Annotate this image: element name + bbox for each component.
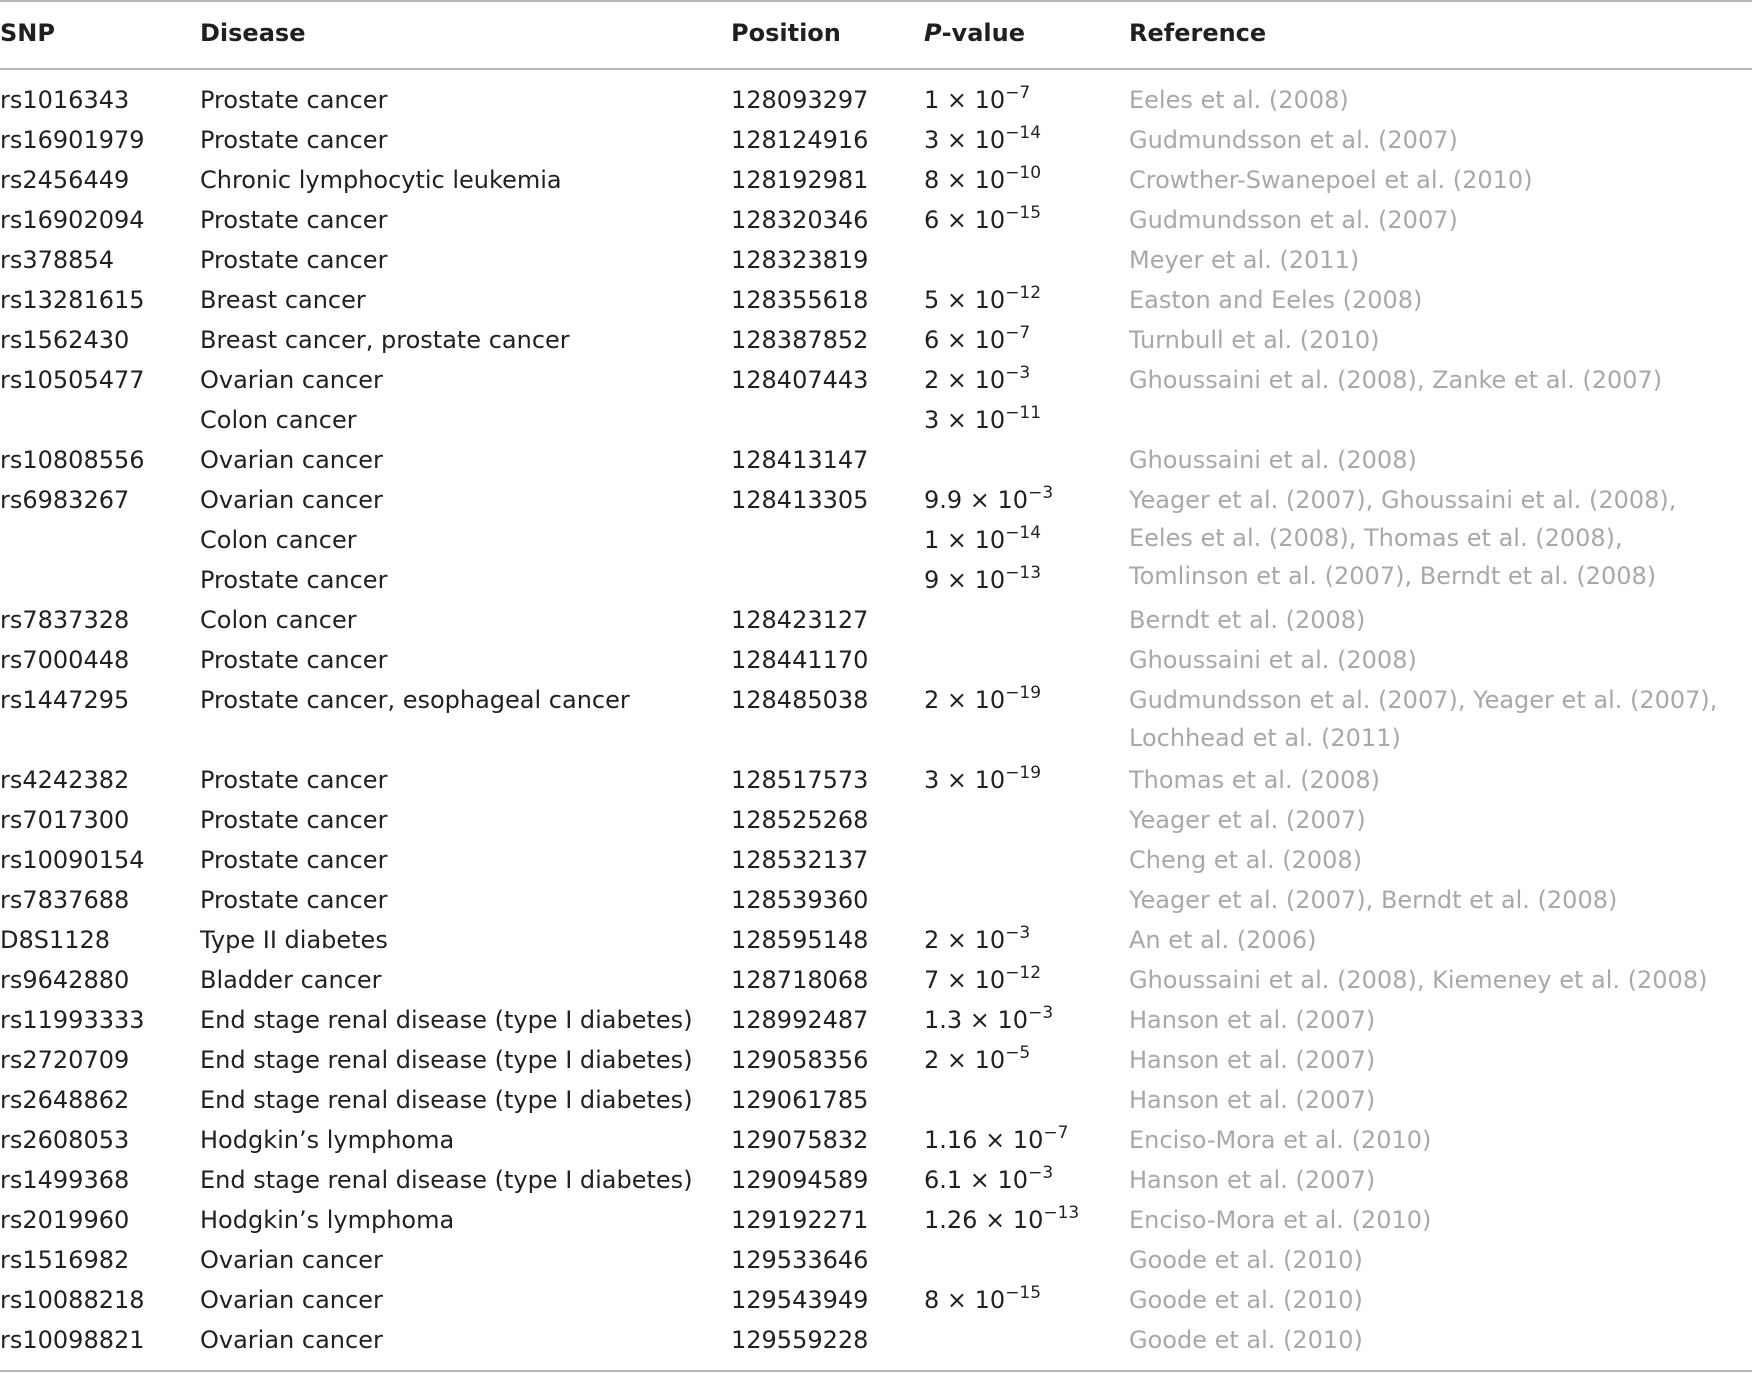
disease-cell: Type II diabetes [200,926,388,954]
position-cell: 129543949 [731,1286,869,1314]
pvalue-exponent: −5 [1005,1043,1031,1063]
table-row [0,1240,1752,1280]
pvalue-exponent: −13 [1043,1203,1080,1223]
disease-cell: Colon cancer [200,526,357,554]
reference-cell: Hanson et al. (2007) [1129,1166,1376,1194]
pvalue-mantissa: 5 × 10 [924,286,1006,314]
table-row [0,1280,1752,1320]
snp-cell: rs2019960 [0,1206,130,1234]
pvalue-exponent: −12 [1005,963,1042,983]
pvalue-exponent: −3 [1028,1163,1054,1183]
disease-cell: Ovarian cancer [200,366,383,394]
snp-cell: rs2608053 [0,1126,130,1154]
table-row [0,1320,1752,1360]
disease-cell: Ovarian cancer [200,1326,383,1354]
snp-cell: rs9642880 [0,966,130,994]
pvalue-exponent: −7 [1005,323,1031,343]
position-cell: 128532137 [731,846,869,874]
position-cell: 128355618 [731,286,869,314]
reference-cell: Eeles et al. (2008) [1129,86,1349,114]
reference-cell: Ghoussaini et al. (2008) [1129,646,1417,674]
table-row [0,560,1752,600]
table-top-rule [0,0,1752,2]
reference-cell: Gudmundsson et al. (2007), Yeager et al. (2007), Lochhead et al. (2011) [1129,686,1718,752]
table-row [0,240,1752,280]
snp-cell: rs6983267 [0,486,130,514]
disease-cell: Prostate cancer [200,246,388,274]
snp-cell: rs10808556 [0,446,145,474]
reference-cell: Easton and Eeles (2008) [1129,286,1423,314]
snp-cell: rs2720709 [0,1046,130,1074]
disease-cell: End stage renal disease (type I diabetes) [200,1086,693,1114]
reference-cell: Ghoussaini et al. (2008), Kiemeney et al. (2008) [1129,966,1708,994]
snp-cell: rs2648862 [0,1086,130,1114]
header-pvalue-italic: P [924,19,942,47]
pvalue-cell [924,1160,1053,1200]
snp-cell: rs7837328 [0,606,130,634]
table-row [0,1080,1752,1120]
pvalue-mantissa: 9.9 × 10 [924,486,1029,514]
table-row [0,720,1752,760]
pvalue-mantissa: 1 × 10 [924,526,1006,554]
table-row [0,1120,1752,1160]
pvalue-exponent: −12 [1005,283,1042,303]
table-row [0,1160,1752,1200]
position-cell: 128413305 [731,486,869,514]
pvalue-mantissa: 2 × 10 [924,366,1006,394]
position-cell: 129058356 [731,1046,869,1074]
pvalue-cell [924,680,1041,720]
pvalue-cell [924,1200,1079,1240]
table-row [0,280,1752,320]
reference-cell: Goode et al. (2010) [1129,1326,1363,1354]
disease-cell: Prostate cancer [200,846,388,874]
snp-cell: rs13281615 [0,286,145,314]
reference-cell: Cheng et al. (2008) [1129,846,1363,874]
table-row [0,400,1752,440]
table-row [0,1200,1752,1240]
table-row [0,360,1752,400]
snp-cell: rs16901979 [0,126,145,154]
header-rule [0,68,1752,70]
table-row [0,1040,1752,1080]
reference-cell: Turnbull et al. (2010) [1129,326,1380,354]
snp-cell: rs2456449 [0,166,130,194]
disease-cell: End stage renal disease (type I diabetes) [200,1166,693,1194]
disease-cell: Colon cancer [200,606,357,634]
snp-cell: rs1499368 [0,1166,130,1194]
snp-cell: D8S1128 [0,926,111,954]
snp-cell: rs10505477 [0,366,145,394]
position-cell: 128539360 [731,886,869,914]
disease-cell: Breast cancer [200,286,366,314]
position-cell: 128517573 [731,766,869,794]
disease-cell: Breast cancer, prostate cancer [200,326,570,354]
pvalue-mantissa: 1 × 10 [924,86,1006,114]
disease-cell: Chronic lymphocytic leukemia [200,166,562,194]
snp-cell: rs10090154 [0,846,145,874]
reference-cell: An et al. (2006) [1129,926,1317,954]
pvalue-cell [924,1280,1041,1320]
reference-cell: Gudmundsson et al. (2007) [1129,206,1458,234]
pvalue-exponent: −3 [1028,483,1054,503]
disease-cell: Prostate cancer [200,206,388,234]
table-row [0,760,1752,800]
pvalue-mantissa: 6 × 10 [924,206,1006,234]
position-cell: 129094589 [731,1166,869,1194]
position-cell: 128718068 [731,966,869,994]
position-cell: 128485038 [731,686,869,714]
pvalue-exponent: −3 [1005,923,1031,943]
table-row [0,920,1752,960]
position-cell: 128992487 [731,1006,869,1034]
position-cell: 128413147 [731,446,869,474]
position-cell: 128441170 [731,646,869,674]
disease-cell: Ovarian cancer [200,1286,383,1314]
pvalue-cell [924,920,1030,960]
pvalue-exponent: −14 [1005,123,1042,143]
pvalue-mantissa: 7 × 10 [924,966,1006,994]
pvalue-cell [924,200,1041,240]
pvalue-cell [924,160,1041,200]
position-cell: 129061785 [731,1086,869,1114]
pvalue-mantissa: 2 × 10 [924,1046,1006,1074]
pvalue-mantissa: 2 × 10 [924,686,1006,714]
pvalue-cell [924,400,1041,440]
pvalue-exponent: −11 [1005,403,1042,423]
reference-cell: Hanson et al. (2007) [1129,1046,1376,1074]
snp-cell: rs10088218 [0,1286,145,1314]
pvalue-mantissa: 8 × 10 [924,1286,1006,1314]
position-cell: 128192981 [731,166,869,194]
reference-cell: Thomas et al. (2008) [1129,766,1381,794]
reference-cell: Gudmundsson et al. (2007) [1129,126,1458,154]
disease-cell: Prostate cancer [200,886,388,914]
disease-cell: Prostate cancer, esophageal cancer [200,686,630,714]
table-row [0,640,1752,680]
pvalue-mantissa: 3 × 10 [924,766,1006,794]
disease-cell: Ovarian cancer [200,1246,383,1274]
disease-cell: Ovarian cancer [200,446,383,474]
pvalue-exponent: −13 [1005,563,1042,583]
snp-cell: rs7017300 [0,806,130,834]
table-row [0,680,1752,752]
disease-cell: Ovarian cancer [200,486,383,514]
reference-cell: Meyer et al. (2011) [1129,246,1360,274]
disease-cell: Hodgkin’s lymphoma [200,1126,455,1154]
disease-cell: Prostate cancer [200,86,388,114]
table-row [0,120,1752,160]
reference-cell: Berndt et al. (2008) [1129,606,1366,634]
table-row [0,880,1752,920]
table-row [0,80,1752,120]
table-row [0,1000,1752,1040]
snp-cell: rs1562430 [0,326,130,354]
reference-cell: Yeager et al. (2007) [1129,806,1366,834]
pvalue-cell [924,1000,1053,1040]
snp-cell: rs1516982 [0,1246,130,1274]
pvalue-mantissa: 9 × 10 [924,566,1006,594]
snp-cell: rs1016343 [0,86,130,114]
pvalue-exponent: −7 [1043,1123,1069,1143]
header-pvalue [924,16,1025,50]
pvalue-mantissa: 8 × 10 [924,166,1006,194]
position-cell: 128387852 [731,326,869,354]
position-cell: 128124916 [731,126,869,154]
disease-cell: Prostate cancer [200,806,388,834]
reference-cell: Yeager et al. (2007), Ghoussaini et al. (2008), Eeles et al. (2008), Thomas et al. (2008), Tomlinson et al. (2007), Berndt et al. (2008) [1129,486,1677,590]
disease-cell: End stage renal disease (type I diabetes) [200,1006,693,1034]
snp-cell: rs1447295 [0,686,130,714]
snp-cell: rs4242382 [0,766,130,794]
pvalue-exponent: −7 [1005,83,1031,103]
header-reference: Reference [1129,19,1267,47]
snp-cell: rs11993333 [0,1006,145,1034]
pvalue-mantissa: 2 × 10 [924,926,1006,954]
pvalue-mantissa: 6.1 × 10 [924,1166,1029,1194]
pvalue-cell [924,320,1030,360]
table-row [0,960,1752,1000]
header-snp: SNP [0,19,55,47]
reference-cell: Hanson et al. (2007) [1129,1006,1376,1034]
disease-cell: Prostate cancer [200,646,388,674]
pvalue-cell [924,360,1030,400]
position-cell: 128407443 [731,366,869,394]
reference-cell: Yeager et al. (2007), Berndt et al. (2008) [1129,886,1618,914]
reference-cell: Ghoussaini et al. (2008) [1129,446,1417,474]
disease-cell: Prostate cancer [200,126,388,154]
position-cell: 128323819 [731,246,869,274]
position-cell: 129192271 [731,1206,869,1234]
position-cell: 129075832 [731,1126,869,1154]
pvalue-mantissa: 1.26 × 10 [924,1206,1044,1234]
pvalue-exponent: −15 [1005,1283,1042,1303]
pvalue-exponent: −14 [1005,523,1042,543]
position-cell: 128423127 [731,606,869,634]
pvalue-exponent: −19 [1005,763,1042,783]
pvalue-exponent: −15 [1005,203,1042,223]
pvalue-mantissa: 3 × 10 [924,406,1006,434]
table-bottom-rule [0,1370,1752,1372]
table-row [0,200,1752,240]
pvalue-exponent: −10 [1005,163,1042,183]
pvalue-cell [924,1120,1068,1160]
header-pvalue-rest: -value [941,19,1025,47]
pvalue-cell [924,80,1030,120]
pvalue-exponent: −19 [1005,683,1042,703]
pvalue-mantissa: 1.16 × 10 [924,1126,1044,1154]
pvalue-exponent: −3 [1005,363,1031,383]
disease-cell: End stage renal disease (type I diabetes) [200,1046,693,1074]
disease-cell: Prostate cancer [200,566,388,594]
pvalue-cell [924,520,1041,560]
table-row [0,840,1752,880]
table-row [0,600,1752,640]
reference-cell: Goode et al. (2010) [1129,1246,1363,1274]
pvalue-cell [924,560,1041,600]
pvalue-mantissa: 1.3 × 10 [924,1006,1029,1034]
reference-cell: Enciso-Mora et al. (2010) [1129,1206,1432,1234]
pvalue-cell [924,760,1041,800]
position-cell: 129533646 [731,1246,869,1274]
snp-cell: rs10098821 [0,1326,145,1354]
disease-cell: Bladder cancer [200,966,382,994]
reference-cell: Ghoussaini et al. (2008), Zanke et al. (2007) [1129,366,1663,394]
pvalue-cell [924,280,1041,320]
disease-cell: Colon cancer [200,406,357,434]
table-row [0,440,1752,480]
position-cell: 128595148 [731,926,869,954]
pvalue-cell [924,960,1041,1000]
snp-cell: rs7837688 [0,886,130,914]
pvalue-mantissa: 6 × 10 [924,326,1006,354]
pvalue-cell [924,1040,1030,1080]
pvalue-exponent: −3 [1028,1003,1054,1023]
pvalue-cell [924,480,1053,520]
position-cell: 128093297 [731,86,869,114]
table-row [0,160,1752,200]
table-row [0,800,1752,840]
header-disease: Disease [200,19,306,47]
position-cell: 128320346 [731,206,869,234]
snp-cell: rs7000448 [0,646,130,674]
snp-cell: rs378854 [0,246,114,274]
reference-cell: Hanson et al. (2007) [1129,1086,1376,1114]
snp-cell: rs16902094 [0,206,145,234]
header-position: Position [731,19,841,47]
table-row [0,320,1752,360]
position-cell: 128525268 [731,806,869,834]
disease-cell: Hodgkin’s lymphoma [200,1206,455,1234]
reference-cell: Crowther-Swanepoel et al. (2010) [1129,166,1533,194]
disease-cell: Prostate cancer [200,766,388,794]
pvalue-mantissa: 3 × 10 [924,126,1006,154]
reference-cell: Enciso-Mora et al. (2010) [1129,1126,1432,1154]
position-cell: 129559228 [731,1326,869,1354]
table-row [0,520,1752,560]
pvalue-cell [924,120,1041,160]
reference-cell: Goode et al. (2010) [1129,1286,1363,1314]
